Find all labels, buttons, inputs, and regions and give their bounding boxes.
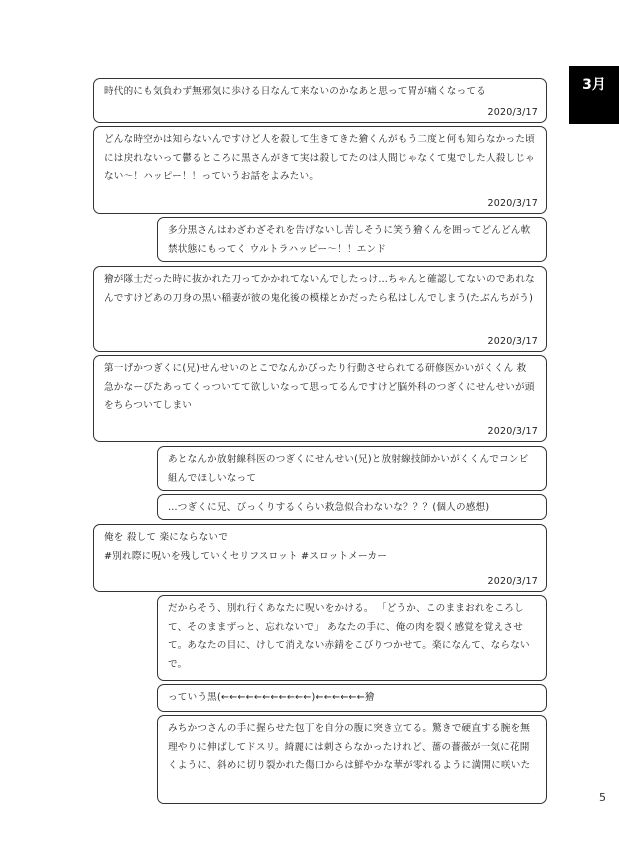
post-text: 第一げかつぎくに(兄)せんせいのとこでなんかぴったり行動させられてる研修医かいがくくん 救急かなーぴたあってくっついてて欲しいなって思ってるんですけど脳外科のつぎくにせんせいが頭をちらついてしまい (104, 363, 535, 411)
post-text: 時代的にも気負わず無邪気に歩ける日なんて来ないのかなあと思って胃が痛くなってる (104, 86, 486, 97)
post-entry (93, 266, 547, 352)
post-text: 獪が隊士だった時に抜かれた刀ってかかれてないんでしたっけ…ちゃんと確認してないのであれなんですけどあの刀身の黒い稲妻が彼の鬼化後の模様とかだったら私はしんでしまう(たぶんちがう) (104, 274, 535, 304)
reply-text: 多分黒さんはわざわざそれを告げないし苦しそうに笑う獪くんを囲ってどんどん軟禁状態にもってく ウルトラハッピー～！！エンド (168, 225, 531, 255)
reply-text: だからそう、別れ行くあなたに呪いをかける。 「どうか、このままおれをころして、そのままずっと、忘れないで」 あなたの手に、俺の肉を裂く感覚を覚えさせて。あなたの目に、けして消えない赤錆をこびりつかせて。楽になんて、ならないで。 (168, 603, 530, 670)
reply-entry (157, 217, 547, 262)
post-date: 2020/3/17 (487, 336, 538, 347)
reply-entry (157, 595, 547, 681)
post-text: どんな時空かは知らないんですけど人を殺して生きてきた獪くんがもう二度と何も知らなかった頃には戻れないって鬱るところに黒さんがきて実は殺してたのは人間じゃなくて鬼でした人殺しじゃない～！ハッピー！！っていうお話をよみたい。 (104, 134, 535, 182)
page-number: 5 (599, 791, 606, 804)
post-entry (93, 524, 547, 592)
post-date: 2020/3/17 (487, 426, 538, 437)
post-entry (93, 78, 547, 123)
post-date: 2020/3/17 (487, 107, 538, 118)
reply-entry (157, 446, 547, 491)
reply-text: …つぎくに兄、びっくりするくらい救急似合わないな？？？(個人の感想) (168, 502, 490, 513)
post-date: 2020/3/17 (487, 198, 538, 209)
post-entry (93, 355, 547, 442)
post-entry (93, 126, 547, 214)
month-tab: 3月 (569, 66, 619, 124)
reply-text: っていう黒(←←←←←←←←←←←)←←←←←←獪 (168, 692, 375, 703)
reply-entry (157, 684, 547, 712)
post-text: 俺を 殺して 楽にならないで #別れ際に呪いを残していくセリフスロット #スロットメーカー (104, 532, 388, 562)
reply-entry (157, 715, 547, 804)
reply-text: あとなんか放射線科医のつぎくにせんせい(兄)と放射線技師かいがくくんでコンビ組んでほしいなって (168, 454, 529, 484)
post-date: 2020/3/17 (487, 576, 538, 587)
reply-text: みちかつさんの手に握らせた包丁を自分の腹に突き立てる。驚きで硬直する腕を無理やりに伸ばしてドスリ。綺麗には刺さらなかったけれど、薔の薔薇が一気に花開くように、斜めに切り裂かれた傷口からは鮮やかな華が零れるように満開に咲いた (168, 723, 531, 771)
reply-entry (157, 494, 547, 520)
